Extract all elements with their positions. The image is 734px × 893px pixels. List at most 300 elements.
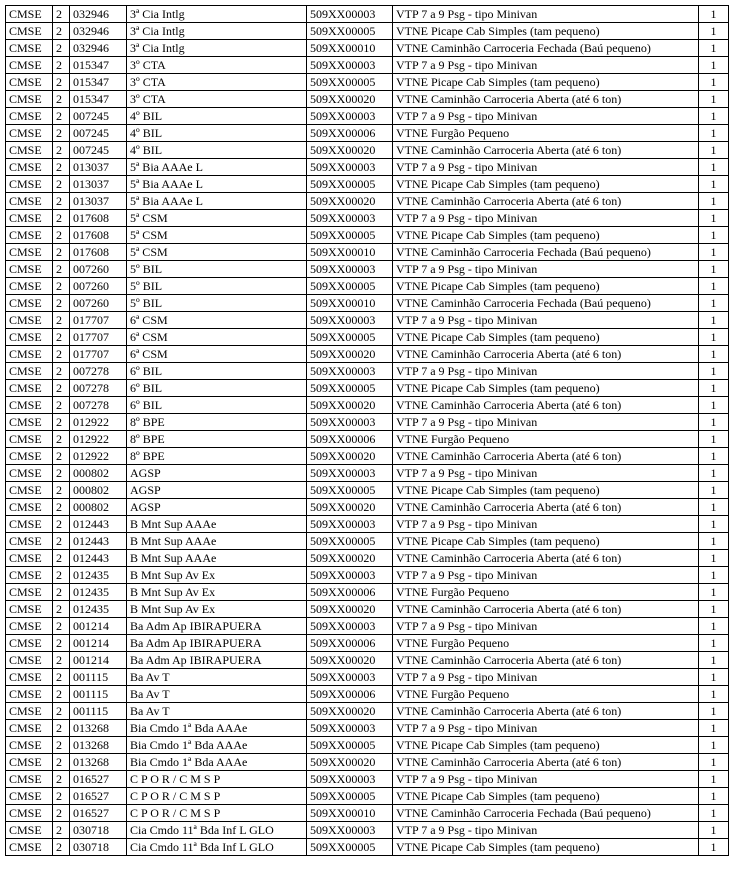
cell-unit-name: 5ª CSM: [127, 227, 307, 244]
cell-vehicle-description: VTP 7 a 9 Psg - tipo Minivan: [393, 567, 699, 584]
cell-quantity: 1: [699, 142, 729, 159]
cell-unit-code: 012922: [70, 448, 127, 465]
cell-quantity: 1: [699, 754, 729, 771]
cell-item-code: 509XX00005: [307, 176, 393, 193]
cell-unit-name: 5º BIL: [127, 295, 307, 312]
cell-region: 2: [53, 244, 70, 261]
cell-unit-name: 3º CTA: [127, 91, 307, 108]
cell-item-code: 509XX00003: [307, 669, 393, 686]
cell-region: 2: [53, 584, 70, 601]
cell-command: CMSE: [6, 788, 53, 805]
cell-vehicle-description: VTP 7 a 9 Psg - tipo Minivan: [393, 618, 699, 635]
cell-quantity: 1: [699, 499, 729, 516]
cell-item-code: 509XX00003: [307, 771, 393, 788]
cell-unit-name: 3ª Cia Intlg: [127, 40, 307, 57]
cell-command: CMSE: [6, 516, 53, 533]
cell-item-code: 509XX00003: [307, 108, 393, 125]
cell-vehicle-description: VTNE Picape Cab Simples (tam pequeno): [393, 737, 699, 754]
cell-unit-name: C P O R / C M S P: [127, 771, 307, 788]
cell-item-code: 509XX00020: [307, 193, 393, 210]
table-row: [6, 278, 729, 295]
cell-vehicle-description: VTP 7 a 9 Psg - tipo Minivan: [393, 822, 699, 839]
cell-item-code: 509XX00020: [307, 703, 393, 720]
cell-region: 2: [53, 448, 70, 465]
cell-vehicle-description: VTNE Picape Cab Simples (tam pequeno): [393, 74, 699, 91]
cell-vehicle-description: VTNE Furgão Pequeno: [393, 635, 699, 652]
cell-region: 2: [53, 295, 70, 312]
table-row: [6, 635, 729, 652]
cell-command: CMSE: [6, 703, 53, 720]
cell-command: CMSE: [6, 227, 53, 244]
cell-vehicle-description: VTP 7 a 9 Psg - tipo Minivan: [393, 465, 699, 482]
cell-unit-code: 013037: [70, 176, 127, 193]
cell-region: 2: [53, 346, 70, 363]
cell-command: CMSE: [6, 244, 53, 261]
cell-quantity: 1: [699, 6, 729, 23]
cell-unit-code: 032946: [70, 23, 127, 40]
cell-item-code: 509XX00005: [307, 482, 393, 499]
cell-unit-code: 030718: [70, 839, 127, 856]
table-row: [6, 465, 729, 482]
cell-quantity: 1: [699, 669, 729, 686]
cell-unit-code: 017707: [70, 346, 127, 363]
cell-command: CMSE: [6, 567, 53, 584]
cell-command: CMSE: [6, 601, 53, 618]
table-row: [6, 91, 729, 108]
cell-vehicle-description: VTNE Caminhão Carroceria Fechada (Baú pequeno): [393, 40, 699, 57]
table-row: [6, 482, 729, 499]
cell-quantity: 1: [699, 516, 729, 533]
cell-command: CMSE: [6, 312, 53, 329]
cell-command: CMSE: [6, 771, 53, 788]
cell-unit-code: 007278: [70, 397, 127, 414]
cell-unit-code: 001214: [70, 635, 127, 652]
cell-unit-name: 5º BIL: [127, 261, 307, 278]
cell-region: 2: [53, 465, 70, 482]
cell-command: CMSE: [6, 278, 53, 295]
cell-unit-name: 5ª Bia AAAe L: [127, 193, 307, 210]
cell-quantity: 1: [699, 227, 729, 244]
cell-region: 2: [53, 142, 70, 159]
cell-quantity: 1: [699, 465, 729, 482]
cell-command: CMSE: [6, 550, 53, 567]
cell-unit-code: 012443: [70, 550, 127, 567]
vehicle-allocation-table: [5, 5, 729, 856]
cell-item-code: 509XX00003: [307, 57, 393, 74]
cell-unit-name: 3ª Cia Intlg: [127, 6, 307, 23]
cell-command: CMSE: [6, 346, 53, 363]
cell-command: CMSE: [6, 805, 53, 822]
cell-command: CMSE: [6, 822, 53, 839]
table-row: [6, 244, 729, 261]
cell-unit-code: 030718: [70, 822, 127, 839]
cell-region: 2: [53, 754, 70, 771]
cell-region: 2: [53, 635, 70, 652]
cell-unit-name: Ba Av T: [127, 669, 307, 686]
cell-item-code: 509XX00020: [307, 142, 393, 159]
table-row: [6, 125, 729, 142]
cell-vehicle-description: VTNE Caminhão Carroceria Aberta (até 6 ton): [393, 346, 699, 363]
cell-unit-code: 007260: [70, 261, 127, 278]
cell-vehicle-description: VTP 7 a 9 Psg - tipo Minivan: [393, 771, 699, 788]
cell-unit-code: 012435: [70, 601, 127, 618]
cell-vehicle-description: VTNE Caminhão Carroceria Aberta (até 6 ton): [393, 499, 699, 516]
cell-region: 2: [53, 278, 70, 295]
cell-command: CMSE: [6, 397, 53, 414]
cell-item-code: 509XX00003: [307, 567, 393, 584]
cell-command: CMSE: [6, 57, 53, 74]
cell-command: CMSE: [6, 193, 53, 210]
cell-unit-name: C P O R / C M S P: [127, 805, 307, 822]
cell-command: CMSE: [6, 125, 53, 142]
table-row: [6, 261, 729, 278]
cell-region: 2: [53, 499, 70, 516]
cell-unit-code: 007260: [70, 295, 127, 312]
cell-item-code: 509XX00005: [307, 278, 393, 295]
cell-unit-name: Bia Cmdo 1ª Bda AAAe: [127, 720, 307, 737]
cell-region: 2: [53, 482, 70, 499]
cell-quantity: 1: [699, 40, 729, 57]
cell-item-code: 509XX00005: [307, 839, 393, 856]
cell-vehicle-description: VTP 7 a 9 Psg - tipo Minivan: [393, 414, 699, 431]
cell-command: CMSE: [6, 652, 53, 669]
table-body: [6, 6, 729, 856]
cell-region: 2: [53, 567, 70, 584]
cell-quantity: 1: [699, 176, 729, 193]
cell-unit-code: 017608: [70, 244, 127, 261]
cell-item-code: 509XX00020: [307, 550, 393, 567]
cell-item-code: 509XX00020: [307, 601, 393, 618]
cell-unit-name: B Mnt Sup AAAe: [127, 550, 307, 567]
cell-item-code: 509XX00005: [307, 23, 393, 40]
cell-item-code: 509XX00003: [307, 159, 393, 176]
cell-quantity: 1: [699, 567, 729, 584]
cell-vehicle-description: VTP 7 a 9 Psg - tipo Minivan: [393, 57, 699, 74]
table-row: [6, 74, 729, 91]
cell-unit-code: 017608: [70, 210, 127, 227]
cell-region: 2: [53, 601, 70, 618]
cell-command: CMSE: [6, 584, 53, 601]
cell-quantity: 1: [699, 533, 729, 550]
table-row: [6, 108, 729, 125]
cell-quantity: 1: [699, 278, 729, 295]
cell-unit-code: 001115: [70, 686, 127, 703]
table-row: [6, 363, 729, 380]
cell-unit-code: 007245: [70, 125, 127, 142]
cell-region: 2: [53, 159, 70, 176]
cell-quantity: 1: [699, 125, 729, 142]
cell-region: 2: [53, 23, 70, 40]
table-row: [6, 193, 729, 210]
cell-command: CMSE: [6, 533, 53, 550]
cell-quantity: 1: [699, 839, 729, 856]
cell-unit-code: 000802: [70, 482, 127, 499]
cell-unit-name: 3º CTA: [127, 74, 307, 91]
cell-vehicle-description: VTP 7 a 9 Psg - tipo Minivan: [393, 720, 699, 737]
cell-item-code: 509XX00006: [307, 431, 393, 448]
cell-region: 2: [53, 210, 70, 227]
cell-vehicle-description: VTNE Picape Cab Simples (tam pequeno): [393, 839, 699, 856]
cell-vehicle-description: VTNE Picape Cab Simples (tam pequeno): [393, 278, 699, 295]
cell-command: CMSE: [6, 142, 53, 159]
table-row: [6, 618, 729, 635]
cell-unit-name: B Mnt Sup Av Ex: [127, 584, 307, 601]
table-row: [6, 601, 729, 618]
cell-quantity: 1: [699, 601, 729, 618]
cell-item-code: 509XX00020: [307, 346, 393, 363]
cell-region: 2: [53, 533, 70, 550]
cell-unit-name: 5ª CSM: [127, 244, 307, 261]
cell-item-code: 509XX00003: [307, 312, 393, 329]
cell-unit-code: 001214: [70, 618, 127, 635]
table-row: [6, 567, 729, 584]
cell-unit-code: 007245: [70, 142, 127, 159]
cell-unit-name: C P O R / C M S P: [127, 788, 307, 805]
cell-unit-name: 4º BIL: [127, 142, 307, 159]
table-row: [6, 652, 729, 669]
cell-region: 2: [53, 363, 70, 380]
cell-region: 2: [53, 74, 70, 91]
table-row: [6, 550, 729, 567]
cell-unit-code: 013037: [70, 193, 127, 210]
cell-command: CMSE: [6, 40, 53, 57]
cell-unit-name: 6º BIL: [127, 397, 307, 414]
cell-item-code: 509XX00006: [307, 584, 393, 601]
cell-vehicle-description: VTNE Picape Cab Simples (tam pequeno): [393, 482, 699, 499]
cell-region: 2: [53, 771, 70, 788]
cell-quantity: 1: [699, 363, 729, 380]
cell-quantity: 1: [699, 431, 729, 448]
cell-vehicle-description: VTNE Picape Cab Simples (tam pequeno): [393, 329, 699, 346]
table-row: [6, 227, 729, 244]
cell-unit-code: 012443: [70, 516, 127, 533]
cell-region: 2: [53, 720, 70, 737]
cell-unit-code: 001115: [70, 669, 127, 686]
cell-region: 2: [53, 57, 70, 74]
table-row: [6, 40, 729, 57]
cell-region: 2: [53, 822, 70, 839]
cell-region: 2: [53, 176, 70, 193]
cell-vehicle-description: VTP 7 a 9 Psg - tipo Minivan: [393, 210, 699, 227]
cell-region: 2: [53, 431, 70, 448]
cell-command: CMSE: [6, 499, 53, 516]
cell-region: 2: [53, 652, 70, 669]
cell-unit-name: 5ª Bia AAAe L: [127, 159, 307, 176]
cell-unit-name: Cia Cmdo 11ª Bda Inf L GLO: [127, 839, 307, 856]
cell-unit-name: 3º CTA: [127, 57, 307, 74]
cell-unit-code: 012435: [70, 567, 127, 584]
cell-item-code: 509XX00003: [307, 363, 393, 380]
cell-quantity: 1: [699, 261, 729, 278]
cell-unit-name: 8º BPE: [127, 448, 307, 465]
cell-unit-code: 007278: [70, 363, 127, 380]
cell-region: 2: [53, 329, 70, 346]
cell-quantity: 1: [699, 329, 729, 346]
cell-quantity: 1: [699, 57, 729, 74]
cell-vehicle-description: VTP 7 a 9 Psg - tipo Minivan: [393, 516, 699, 533]
cell-quantity: 1: [699, 618, 729, 635]
table-row: [6, 380, 729, 397]
cell-command: CMSE: [6, 363, 53, 380]
cell-item-code: 509XX00020: [307, 448, 393, 465]
cell-vehicle-description: VTNE Caminhão Carroceria Fechada (Baú pequeno): [393, 295, 699, 312]
cell-vehicle-description: VTNE Caminhão Carroceria Fechada (Baú pequeno): [393, 805, 699, 822]
table-row: [6, 57, 729, 74]
cell-unit-code: 017707: [70, 329, 127, 346]
table-row: [6, 499, 729, 516]
cell-item-code: 509XX00010: [307, 295, 393, 312]
cell-region: 2: [53, 737, 70, 754]
cell-unit-code: 017707: [70, 312, 127, 329]
cell-command: CMSE: [6, 669, 53, 686]
cell-quantity: 1: [699, 74, 729, 91]
cell-unit-name: 6º BIL: [127, 380, 307, 397]
cell-quantity: 1: [699, 244, 729, 261]
cell-unit-code: 012435: [70, 584, 127, 601]
cell-region: 2: [53, 6, 70, 23]
table-row: [6, 516, 729, 533]
cell-item-code: 509XX00003: [307, 516, 393, 533]
cell-vehicle-description: VTNE Furgão Pequeno: [393, 584, 699, 601]
table-row: [6, 669, 729, 686]
cell-quantity: 1: [699, 822, 729, 839]
cell-vehicle-description: VTNE Caminhão Carroceria Aberta (até 6 ton): [393, 703, 699, 720]
cell-vehicle-description: VTNE Furgão Pequeno: [393, 431, 699, 448]
cell-vehicle-description: VTNE Picape Cab Simples (tam pequeno): [393, 23, 699, 40]
table-row: [6, 584, 729, 601]
cell-vehicle-description: VTNE Caminhão Carroceria Aberta (até 6 ton): [393, 448, 699, 465]
table-row: [6, 448, 729, 465]
cell-item-code: 509XX00005: [307, 329, 393, 346]
cell-item-code: 509XX00005: [307, 74, 393, 91]
cell-unit-name: 4º BIL: [127, 108, 307, 125]
cell-command: CMSE: [6, 380, 53, 397]
cell-item-code: 509XX00003: [307, 822, 393, 839]
cell-unit-code: 015347: [70, 57, 127, 74]
cell-command: CMSE: [6, 720, 53, 737]
cell-unit-code: 012443: [70, 533, 127, 550]
cell-region: 2: [53, 669, 70, 686]
cell-unit-code: 012922: [70, 414, 127, 431]
cell-item-code: 509XX00003: [307, 6, 393, 23]
cell-unit-name: 4º BIL: [127, 125, 307, 142]
cell-region: 2: [53, 227, 70, 244]
cell-item-code: 509XX00005: [307, 737, 393, 754]
cell-vehicle-description: VTP 7 a 9 Psg - tipo Minivan: [393, 108, 699, 125]
cell-vehicle-description: VTP 7 a 9 Psg - tipo Minivan: [393, 312, 699, 329]
cell-command: CMSE: [6, 618, 53, 635]
cell-unit-code: 017608: [70, 227, 127, 244]
cell-vehicle-description: VTNE Caminhão Carroceria Fechada (Baú pequeno): [393, 244, 699, 261]
cell-unit-name: Bia Cmdo 1ª Bda AAAe: [127, 737, 307, 754]
cell-unit-name: 8º BPE: [127, 431, 307, 448]
table-row: [6, 6, 729, 23]
cell-quantity: 1: [699, 686, 729, 703]
table-row: [6, 210, 729, 227]
cell-unit-name: 6ª CSM: [127, 312, 307, 329]
table-row: [6, 788, 729, 805]
cell-item-code: 509XX00006: [307, 635, 393, 652]
cell-quantity: 1: [699, 737, 729, 754]
cell-item-code: 509XX00005: [307, 380, 393, 397]
cell-unit-name: B Mnt Sup AAAe: [127, 516, 307, 533]
cell-unit-code: 013037: [70, 159, 127, 176]
cell-unit-name: Ba Av T: [127, 703, 307, 720]
cell-item-code: 509XX00010: [307, 244, 393, 261]
cell-vehicle-description: VTNE Picape Cab Simples (tam pequeno): [393, 380, 699, 397]
cell-region: 2: [53, 414, 70, 431]
cell-unit-name: 5ª Bia AAAe L: [127, 176, 307, 193]
cell-quantity: 1: [699, 397, 729, 414]
cell-unit-code: 013268: [70, 754, 127, 771]
table-row: [6, 142, 729, 159]
cell-item-code: 509XX00020: [307, 652, 393, 669]
cell-quantity: 1: [699, 23, 729, 40]
cell-vehicle-description: VTNE Picape Cab Simples (tam pequeno): [393, 533, 699, 550]
cell-region: 2: [53, 550, 70, 567]
cell-region: 2: [53, 618, 70, 635]
cell-region: 2: [53, 839, 70, 856]
table-row: [6, 533, 729, 550]
cell-command: CMSE: [6, 176, 53, 193]
table-row: [6, 295, 729, 312]
table-row: [6, 703, 729, 720]
cell-item-code: 509XX00010: [307, 805, 393, 822]
cell-unit-name: AGSP: [127, 482, 307, 499]
cell-item-code: 509XX00005: [307, 227, 393, 244]
table-row: [6, 822, 729, 839]
cell-command: CMSE: [6, 431, 53, 448]
cell-quantity: 1: [699, 652, 729, 669]
cell-vehicle-description: VTP 7 a 9 Psg - tipo Minivan: [393, 6, 699, 23]
table-row: [6, 720, 729, 737]
cell-unit-code: 007260: [70, 278, 127, 295]
cell-unit-code: 032946: [70, 40, 127, 57]
cell-region: 2: [53, 686, 70, 703]
table-row: [6, 312, 729, 329]
cell-item-code: 509XX00020: [307, 499, 393, 516]
cell-item-code: 509XX00020: [307, 91, 393, 108]
cell-item-code: 509XX00005: [307, 788, 393, 805]
cell-region: 2: [53, 397, 70, 414]
cell-vehicle-description: VTP 7 a 9 Psg - tipo Minivan: [393, 261, 699, 278]
cell-command: CMSE: [6, 754, 53, 771]
cell-item-code: 509XX00020: [307, 397, 393, 414]
cell-unit-code: 000802: [70, 465, 127, 482]
table-row: [6, 346, 729, 363]
cell-command: CMSE: [6, 295, 53, 312]
cell-vehicle-description: VTNE Picape Cab Simples (tam pequeno): [393, 788, 699, 805]
cell-unit-name: Ba Av T: [127, 686, 307, 703]
cell-quantity: 1: [699, 108, 729, 125]
table-row: [6, 397, 729, 414]
cell-quantity: 1: [699, 210, 729, 227]
cell-unit-name: Cia Cmdo 11ª Bda Inf L GLO: [127, 822, 307, 839]
cell-quantity: 1: [699, 159, 729, 176]
cell-quantity: 1: [699, 193, 729, 210]
cell-item-code: 509XX00003: [307, 414, 393, 431]
cell-vehicle-description: VTNE Picape Cab Simples (tam pequeno): [393, 176, 699, 193]
cell-unit-name: AGSP: [127, 465, 307, 482]
cell-command: CMSE: [6, 159, 53, 176]
cell-vehicle-description: VTNE Caminhão Carroceria Aberta (até 6 ton): [393, 91, 699, 108]
cell-vehicle-description: VTP 7 a 9 Psg - tipo Minivan: [393, 669, 699, 686]
cell-region: 2: [53, 312, 70, 329]
cell-unit-name: 3ª Cia Intlg: [127, 23, 307, 40]
cell-region: 2: [53, 125, 70, 142]
cell-quantity: 1: [699, 703, 729, 720]
cell-quantity: 1: [699, 771, 729, 788]
